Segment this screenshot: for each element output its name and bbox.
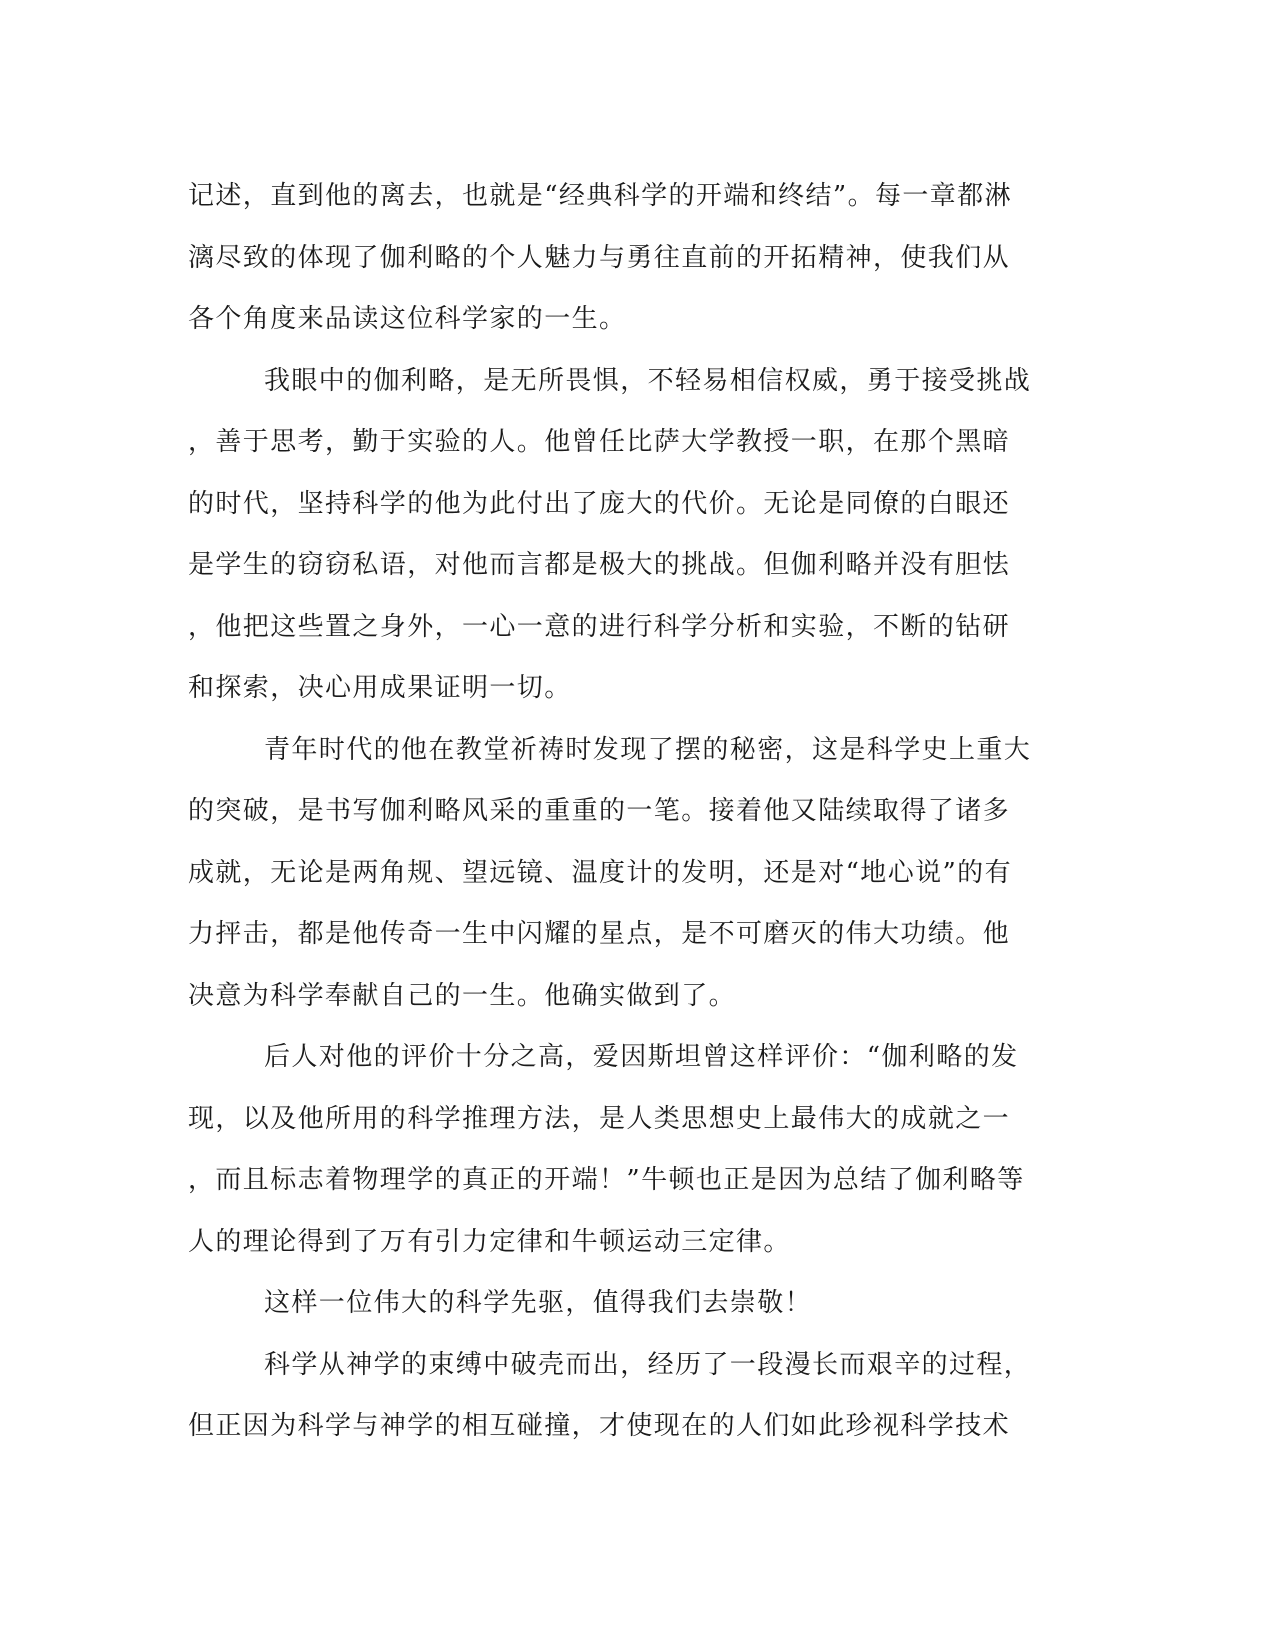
text-line-7: 是学生的窃窃私语，对他而言都是极大的挑战。但伽利略并没有胆怯 [188, 550, 1011, 580]
text-line-1: 记述，直到他的离去，也就是“经典科学的开端和终结”。每一章都淋 [188, 181, 1012, 211]
text-line-18: 人的理论得到了万有引力定律和牛顿运动三定律。 [188, 1226, 791, 1257]
text-line-20: 科学从神学的束缚中破壳而出，经历了一段漫长而艰辛的过程， [264, 1349, 1032, 1380]
text-line-4: 我眼中的伽利略，是无所畏惧，不轻易相信权威，勇于接受挑战 [264, 365, 1032, 396]
text-line-17: ，而且标志着物理学的真正的开端！”牛顿也正是因为总结了伽利略等 [188, 1165, 1025, 1195]
text-line-14: 决意为科学奉献自己的一生。他确实做到了。 [188, 980, 737, 1011]
text-line-5: ，善于思考，勤于实验的人。他曾任比萨大学教授一职，在那个黑暗 [188, 427, 1011, 457]
text-line-13: 力抨击，都是他传奇一生中闪耀的星点，是不可磨灭的伟大功绩。他 [188, 919, 1011, 949]
text-line-10: 青年时代的他在教堂祈祷时发现了摆的秘密，这是科学史上重大 [264, 734, 1032, 765]
text-line-3: 各个角度来品读这位科学家的一生。 [188, 304, 627, 334]
text-line-2: 漓尽致的体现了伽利略的个人魅力与勇往直前的开拓精神，使我们从 [188, 242, 1011, 273]
text-line-8: ，他把这些置之身外，一心一意的进行科学分析和实验，不断的钻研 [188, 611, 1011, 642]
text-line-15: 后人对他的评价十分之高，爱因斯坦曾这样评价：“伽利略的发 [264, 1042, 1019, 1072]
text-line-9: 和探索，决心用成果证明一切。 [188, 673, 572, 703]
text-line-21: 但正因为科学与神学的相互碰撞，才使现在的人们如此珍视科学技术 [188, 1411, 1011, 1441]
text-line-19: 这样一位伟大的科学先驱，值得我们去崇敬！ [264, 1288, 813, 1318]
document-body [188, 166, 1068, 1458]
text-line-11: 的突破，是书写伽利略风采的重重的一笔。接着他又陆续取得了诸多 [188, 796, 1011, 826]
text-line-16: 现，以及他所用的科学推理方法，是人类思想史上最伟大的成就之一 [188, 1103, 1011, 1134]
text-line-12: 成就，无论是两角规、望远镜、温度计的发明，还是对“地心说”的有 [188, 857, 1012, 888]
text-line-6: 的时代，坚持科学的他为此付出了庞大的代价。无论是同僚的白眼还 [188, 488, 1011, 519]
